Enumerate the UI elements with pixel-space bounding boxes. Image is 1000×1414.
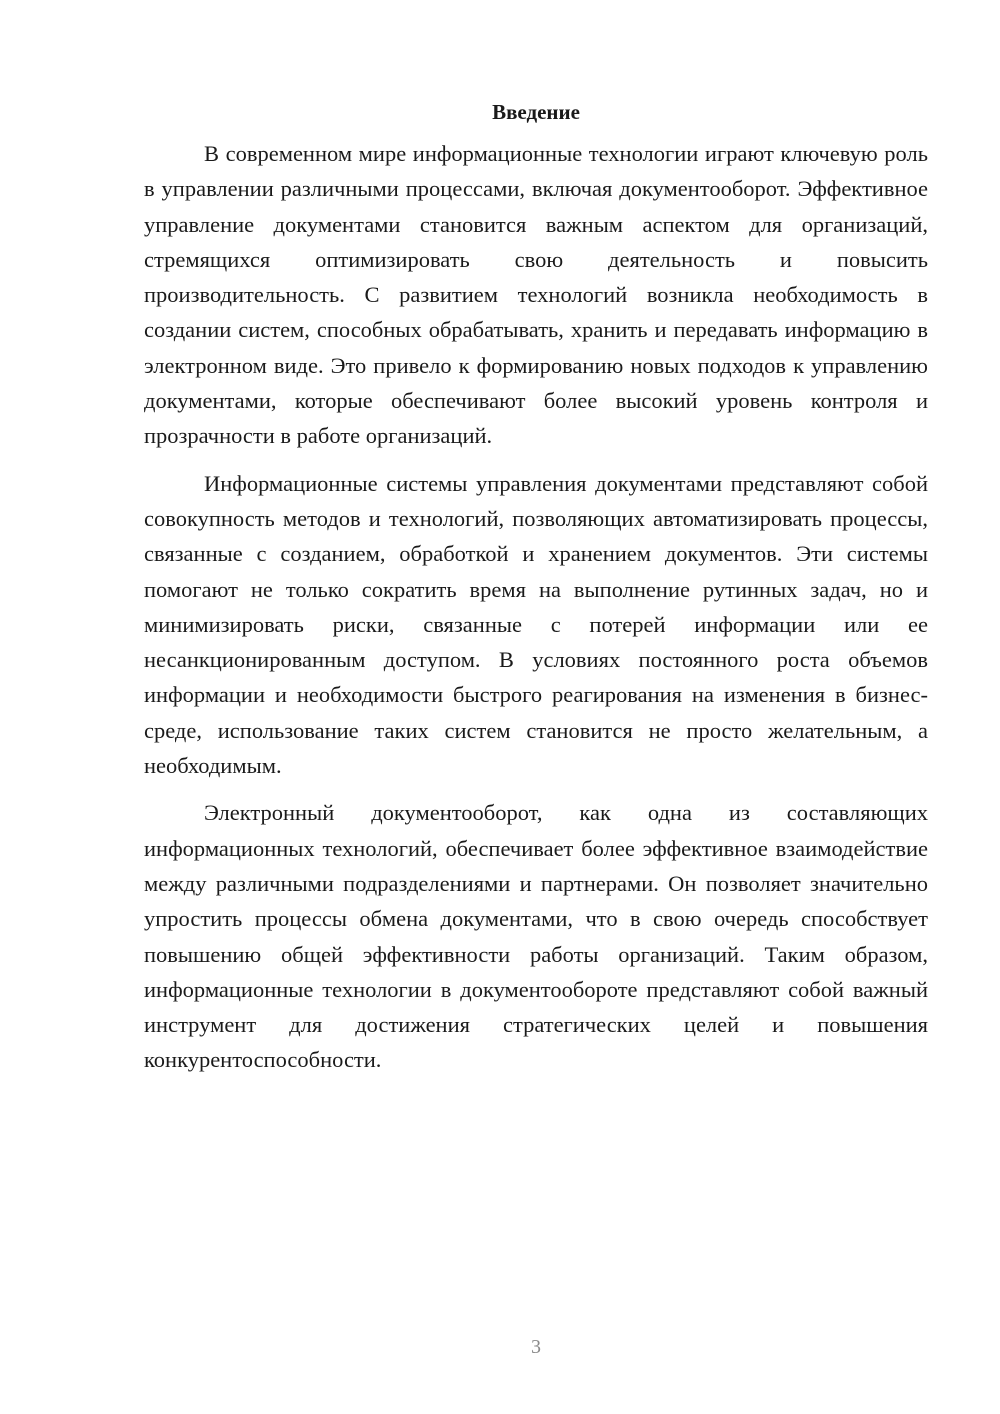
page-number: 3 bbox=[531, 1336, 541, 1358]
paragraph-2: Информационные системы управления документами представляют собой совокупность методов и технологий, позволяющих автоматизировать процессы, связанные с созданием, обработкой и хранением документов. Эти системы помогают не только сократить время на выполнение рутинных задач, но и минимизировать риски, связанные с потерей информации или ее несанкционированным доступом. В условиях постоянного роста объемов информации и необходимости быстрого реагирования на изменения в бизнес-среде, использование таких систем становится не просто желательным, а необходимым. bbox=[144, 470, 928, 779]
paragraph-1: В современном мире информационные технологии играют ключевую роль в управлении различными процессами, включая документооборот. Эффективное управление документами становится важным аспектом для организаций, стремящихся оптимизировать свою деятельность и повысить производительность. С развитием технологий возникла необходимость в создании систем, способных обрабатывать, хранить и передавать информацию в электронном виде. Это привело к формированию новых подходов к управлению документами, которые обеспечивают более высокий уровень контроля и прозрачности в работе организаций. bbox=[144, 141, 928, 449]
page-content bbox=[144, 98, 928, 1090]
section-title: Введение bbox=[492, 100, 580, 124]
paragraph-3: Электронный документооборот, как одна из составляющих информационных технологий, обеспечивает более эффективное взаимодействие между различными подразделениями и партнерами. Он позволяет значительно упростить процессы обмена документами, что в свою очередь способствует повышению общей эффективности работы организаций. Таким образом, информационные технологии в документообороте представляют собой важный инструмент для достижения стратегических целей и повышения конкурентоспособности. bbox=[144, 800, 928, 1073]
